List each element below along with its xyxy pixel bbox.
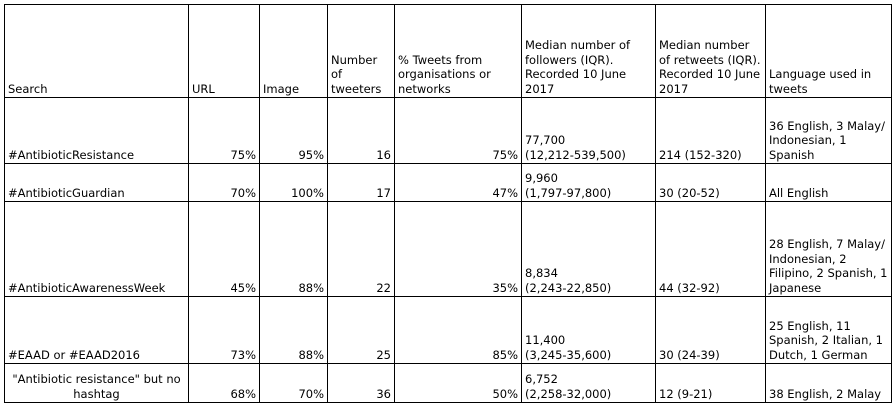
cell-orgs: 35% <box>395 202 522 297</box>
cell-image: 70% <box>260 364 328 403</box>
cell-search: #AntibioticAwarenessWeek <box>5 202 189 297</box>
cell-image: 95% <box>260 98 328 164</box>
followers-median: 8,834 <box>525 266 558 280</box>
table-row <box>5 364 892 403</box>
cell-orgs: 47% <box>395 164 522 202</box>
cell-url: 45% <box>189 202 260 297</box>
cell-retweets: 214 (152-320) <box>656 98 766 164</box>
cell-search: #EAAD or #EAAD2016 <box>5 297 189 364</box>
header-followers: Median number of followers (IQR). Recorded 10 June 2017 <box>522 5 656 98</box>
cell-url: 70% <box>189 164 260 202</box>
header-image: Image <box>260 5 328 98</box>
cell-orgs: 50% <box>395 364 522 403</box>
cell-retweets: 30 (20-52) <box>656 164 766 202</box>
cell-language: 38 English, 2 Malay <box>766 364 892 403</box>
cell-followers <box>522 98 656 164</box>
followers-iqr: (1,797-97,800) <box>525 185 612 200</box>
cell-search: #AntibioticResistance <box>5 98 189 164</box>
cell-orgs: 75% <box>395 98 522 164</box>
cell-language: 28 English, 7 Malay/ Indonesian, 2 Filipino, 2 Spanish, 1 Japanese <box>766 202 892 297</box>
followers-median: 11,400 <box>525 333 566 347</box>
header-row <box>5 5 892 98</box>
cell-search: "Antibiotic resistance" but no hashtag <box>5 364 189 403</box>
followers-iqr: (2,258-32,000) <box>525 386 612 401</box>
header-orgs: % Tweets from organisations or networks <box>395 5 522 98</box>
cell-retweets: 30 (24-39) <box>656 297 766 364</box>
cell-url: 68% <box>189 364 260 403</box>
table-row <box>5 98 892 164</box>
followers-iqr: (2,243-22,850) <box>525 280 612 295</box>
cell-image: 88% <box>260 202 328 297</box>
header-url: URL <box>189 5 260 98</box>
header-language: Language used in tweets <box>766 5 892 98</box>
cell-language: 25 English, 11 Spanish, 2 Italian, 1 Dutch, 1 German <box>766 297 892 364</box>
cell-retweets: 12 (9-21) <box>656 364 766 403</box>
cell-retweets: 44 (32-92) <box>656 202 766 297</box>
header-retweets: Median number of retweets (IQR). Recorded 10 June 2017 <box>656 5 766 98</box>
cell-followers <box>522 164 656 202</box>
cell-followers <box>522 364 656 403</box>
cell-language: All English <box>766 164 892 202</box>
header-tweeters: Number of tweeters <box>328 5 395 98</box>
followers-median: 6,752 <box>525 372 558 386</box>
cell-tweeters: 36 <box>328 364 395 403</box>
cell-tweeters: 22 <box>328 202 395 297</box>
antibiotic-hashtag-table <box>4 4 892 403</box>
table-row <box>5 297 892 364</box>
cell-tweeters: 17 <box>328 164 395 202</box>
table-row <box>5 202 892 297</box>
cell-followers <box>522 297 656 364</box>
cell-image: 88% <box>260 297 328 364</box>
cell-language: 36 English, 3 Malay/ Indonesian, 1 Spanish <box>766 98 892 164</box>
followers-median: 9,960 <box>525 171 558 185</box>
cell-orgs: 85% <box>395 297 522 364</box>
cell-url: 75% <box>189 98 260 164</box>
cell-url: 73% <box>189 297 260 364</box>
cell-tweeters: 16 <box>328 98 395 164</box>
table-row <box>5 164 892 202</box>
followers-iqr: (12,212-539,500) <box>525 147 626 162</box>
followers-iqr: (3,245-35,600) <box>525 347 612 362</box>
followers-median: 77,700 <box>525 133 566 147</box>
cell-followers <box>522 202 656 297</box>
cell-tweeters: 25 <box>328 297 395 364</box>
cell-image: 100% <box>260 164 328 202</box>
header-search: Search <box>5 5 189 98</box>
cell-search: #AntibioticGuardian <box>5 164 189 202</box>
